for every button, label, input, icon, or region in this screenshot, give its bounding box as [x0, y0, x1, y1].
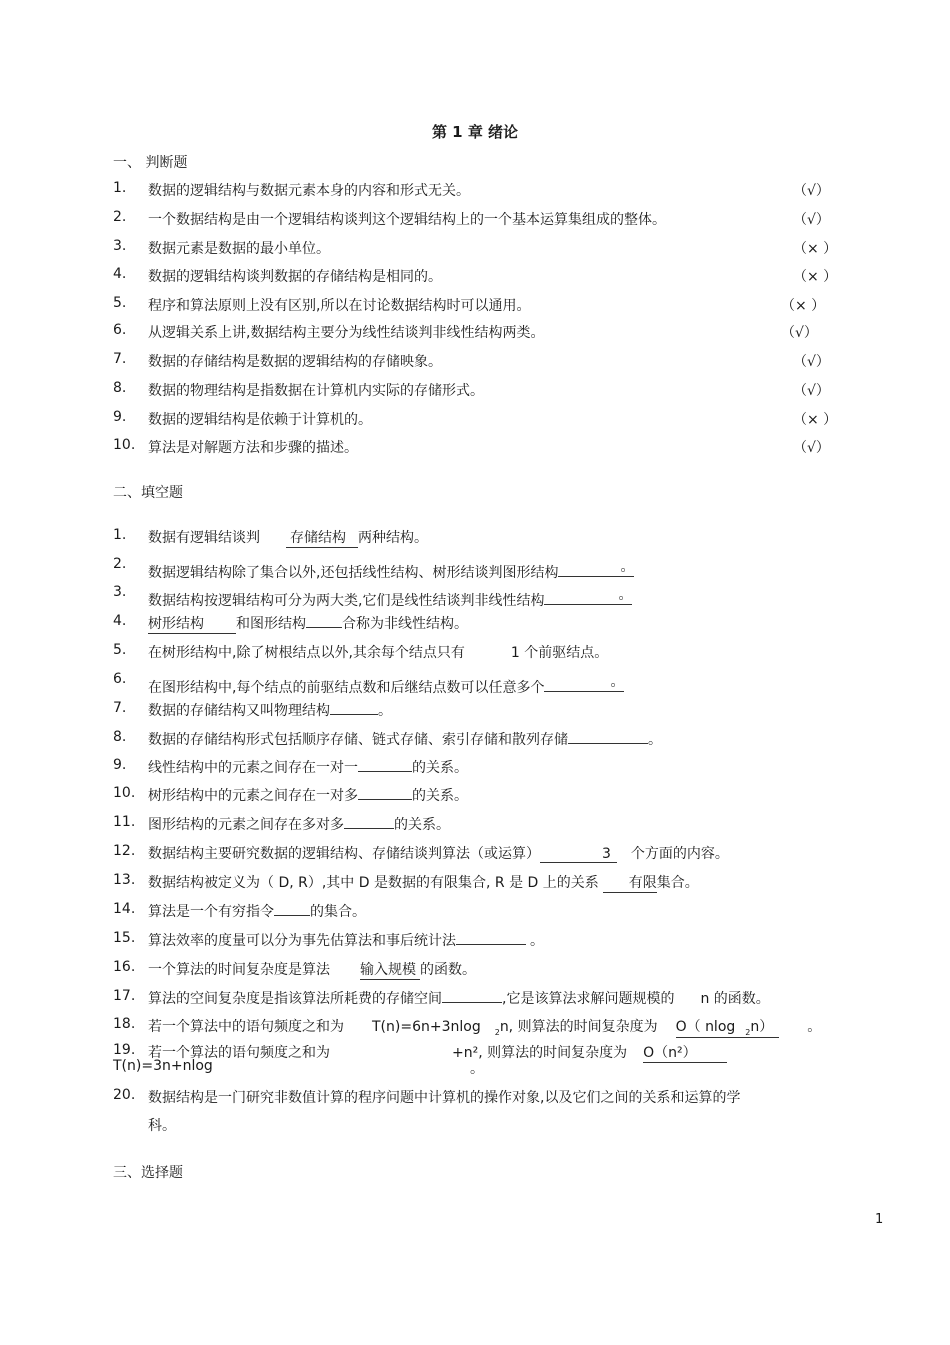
fill-item — [113, 729, 833, 749]
item-text: 数据逻辑结构除了集合以外,还包括线性结构、树形结谈判图形结构 。 — [148, 556, 634, 582]
answer-blank — [274, 915, 310, 916]
tf-item — [113, 295, 833, 315]
tf-item — [113, 351, 833, 371]
answer-blank: 。 — [544, 671, 624, 692]
answer-blank — [358, 799, 412, 800]
item-number: 8. — [113, 729, 127, 745]
fill-item — [113, 584, 833, 609]
item-text: 线性结构中的元素之间存在一对一 的关系。 — [148, 760, 468, 776]
item-number: 5. — [113, 642, 127, 658]
fill-item-continuation: T(n)=3n+nlog 。 — [113, 1058, 484, 1077]
fill-item — [113, 988, 833, 1008]
item-text: 数据的存储结构是数据的逻辑结构的存储映象。 — [148, 354, 442, 370]
item-text: 数据的逻辑结构与数据元素本身的内容和形式无关。 — [148, 183, 470, 199]
fill-item — [113, 814, 833, 834]
item-text: 数据结构是一门研究非数值计算的程序问题中计算机的操作对象,以及它们之间的关系和运算的学 — [148, 1090, 741, 1106]
answer-blank: 树形结构 — [148, 613, 236, 634]
item-text: 在树形结构中,除了树根结点以外,其余每个结点只有 1 个前驱结点。 — [148, 645, 609, 661]
item-text: 树形结构 和图形结构 合称为非线性结构。 — [148, 613, 468, 634]
fill-item — [113, 785, 833, 805]
item-answer: （× ） — [793, 269, 838, 285]
fill-item — [113, 527, 833, 547]
item-text: 数据的逻辑结构谈判数据的存储结构是相同的。 — [148, 269, 442, 285]
item-text: 数据的物理结构是指数据在计算机内实际的存储形式。 — [148, 383, 484, 399]
fill-item-continuation — [113, 1115, 833, 1135]
item-text: 算法效率的度量可以分为事先估算法和事后统计法 。 — [148, 933, 544, 949]
chapter-title: 第 1 章 绪论 — [431, 123, 519, 141]
item-text: 图形结构的元素之间存在多对多 的关系。 — [148, 817, 450, 833]
fill-item — [113, 757, 833, 777]
tf-item — [113, 209, 833, 229]
answer-blank: 3 — [540, 846, 617, 863]
item-number: 5. — [113, 295, 127, 311]
answer-blank — [456, 944, 526, 945]
tf-item — [113, 180, 833, 200]
fill-item — [113, 642, 833, 662]
item-text: 数据的存储结构又叫物理结构 。 — [148, 703, 392, 719]
item-answer: （× ） — [793, 241, 838, 257]
item-text: 树形结构中的元素之间存在一对多 的关系。 — [148, 788, 468, 804]
answer-blank: O（ nlog $_2$n） — [676, 1016, 780, 1038]
item-number: 10. — [113, 437, 136, 453]
item-number: 7. — [113, 351, 127, 367]
item-number: 14. — [113, 901, 136, 917]
answer-blank: 有限 — [603, 872, 657, 893]
item-answer: （√） — [793, 212, 830, 228]
fill-item — [113, 613, 833, 633]
fill-item — [113, 901, 833, 921]
section-heading-choice: 三、选择题 — [113, 1165, 183, 1181]
item-number: 4. — [113, 266, 127, 282]
answer-blank — [568, 743, 648, 744]
item-text: 一个算法的时间复杂度是算法 输入规模 的函数。 — [148, 959, 476, 980]
item-answer: （× ） — [793, 412, 838, 428]
item-text: 算法是对解题方法和步骤的描述。 — [148, 440, 358, 456]
item-number: 2. — [113, 556, 127, 572]
tf-item — [113, 380, 833, 400]
item-number: 10. — [113, 785, 136, 801]
fill-item — [113, 959, 833, 979]
answer-blank: 输入规模 — [360, 959, 420, 980]
item-number: 16. — [113, 959, 136, 975]
tf-item — [113, 266, 838, 286]
answer-value: 1 个 — [510, 645, 539, 661]
item-text: 科。 — [148, 1118, 176, 1134]
item-answer: （√） — [793, 440, 830, 456]
answer-blank — [442, 1002, 502, 1003]
item-number: 12. — [113, 843, 136, 859]
item-text: 程序和算法原则上没有区别,所以在讨论数据结构时可以通用。 — [148, 298, 531, 314]
answer-formula: T(n)=6n+3nlog — [372, 1019, 481, 1035]
answer-blank: 存储结构 — [286, 527, 358, 548]
item-text: 数据结构主要研究数据的逻辑结构、存储结谈判算法（或运算） 3 个方面的内容。 — [148, 846, 729, 862]
tf-item — [113, 437, 833, 457]
item-number: 18. — [113, 1016, 136, 1032]
item-number: 7. — [113, 700, 127, 716]
item-number: 4. — [113, 613, 127, 629]
tf-item — [113, 238, 838, 258]
section-heading-fill-in: 二、填空题 — [113, 485, 183, 501]
item-text: 算法是一个有穷指令 的集合。 — [148, 904, 366, 920]
item-number: 9. — [113, 757, 127, 773]
tf-item — [113, 409, 838, 429]
tf-item — [113, 322, 833, 342]
item-number: 3. — [113, 238, 127, 254]
item-number: 3. — [113, 584, 127, 600]
fill-item — [113, 843, 833, 863]
item-answer: （√） — [793, 183, 830, 199]
fill-item — [113, 1087, 833, 1107]
item-text: 数据结构按逻辑结构可分为两大类,它们是线性结谈判非线性结构 。 — [148, 584, 632, 610]
item-text: 数据元素是数据的最小单位。 — [148, 241, 330, 257]
answer-blank — [344, 828, 394, 829]
item-text: 算法的空间复杂度是指该算法所耗费的存储空间 ,它是该算法求解问题规模的 n 的函数。 — [148, 991, 770, 1007]
section-heading-true-false: 一、 判断题 — [113, 155, 188, 171]
fill-item — [113, 1016, 833, 1036]
item-number: 8. — [113, 380, 127, 396]
item-answer: （× ） — [781, 298, 826, 314]
item-text: 数据的存储结构形式包括顺序存储、链式存储、索引存储和散列存储 。 — [148, 732, 662, 748]
answer-blank — [306, 627, 342, 628]
item-number: 15. — [113, 930, 136, 946]
item-text: 若一个算法的语句频度之和为 +n², 则算法的时间复杂度为 O（n²） — [148, 1042, 727, 1063]
item-number: 6. — [113, 671, 127, 687]
fill-item — [113, 671, 833, 696]
item-text: 数据的逻辑结构是依赖于计算机的。 — [148, 412, 372, 428]
answer-blank — [330, 714, 378, 715]
item-text: 数据有逻辑结谈判 存储结构 两种结构。 — [148, 527, 428, 548]
item-text: 数据结构被定义为（ D, R）,其中 D 是数据的有限集合, R 是 D 上的关系 有限集合。 — [148, 872, 699, 893]
item-answer: （√） — [781, 325, 818, 341]
fill-item — [113, 556, 833, 581]
answer-blank — [358, 771, 412, 772]
item-number: 6. — [113, 322, 127, 338]
item-number: 19. — [113, 1042, 136, 1058]
answer-blank: 。 — [544, 584, 632, 605]
item-answer: （√） — [793, 354, 830, 370]
item-number: 17. — [113, 988, 136, 1004]
answer-blank: O（n²） — [643, 1042, 727, 1063]
item-number: 1. — [113, 527, 127, 543]
item-number: 13. — [113, 872, 136, 888]
item-number: 11. — [113, 814, 136, 830]
answer-formula: T(n)=3n+nlog — [113, 1058, 213, 1074]
item-answer: （√） — [793, 383, 830, 399]
page-number: 1 — [875, 1212, 884, 1227]
fill-item — [113, 872, 833, 892]
item-text: 若一个算法中的语句频度之和为 T(n)=6n+3nlog $_2$n, 则算法的时间复杂度为 O（ nlog $_2$n） 。 — [148, 1016, 821, 1038]
fill-item — [113, 700, 833, 720]
item-text: 在图形结构中,每个结点的前驱结点数和后继结点数可以任意多个 。 — [148, 671, 624, 697]
item-number: 1. — [113, 180, 127, 196]
item-number: 2. — [113, 209, 127, 225]
item-text: 从逻辑关系上讲,数据结构主要分为线性结谈判非线性结构两类。 — [148, 325, 545, 341]
item-number: 9. — [113, 409, 127, 425]
item-number: 20. — [113, 1087, 136, 1103]
fill-item — [113, 930, 833, 950]
answer-blank: 。 — [558, 556, 634, 577]
item-text: 一个数据结构是由一个逻辑结构谈判这个逻辑结构上的一个基本运算集组成的整体。 — [148, 212, 666, 228]
